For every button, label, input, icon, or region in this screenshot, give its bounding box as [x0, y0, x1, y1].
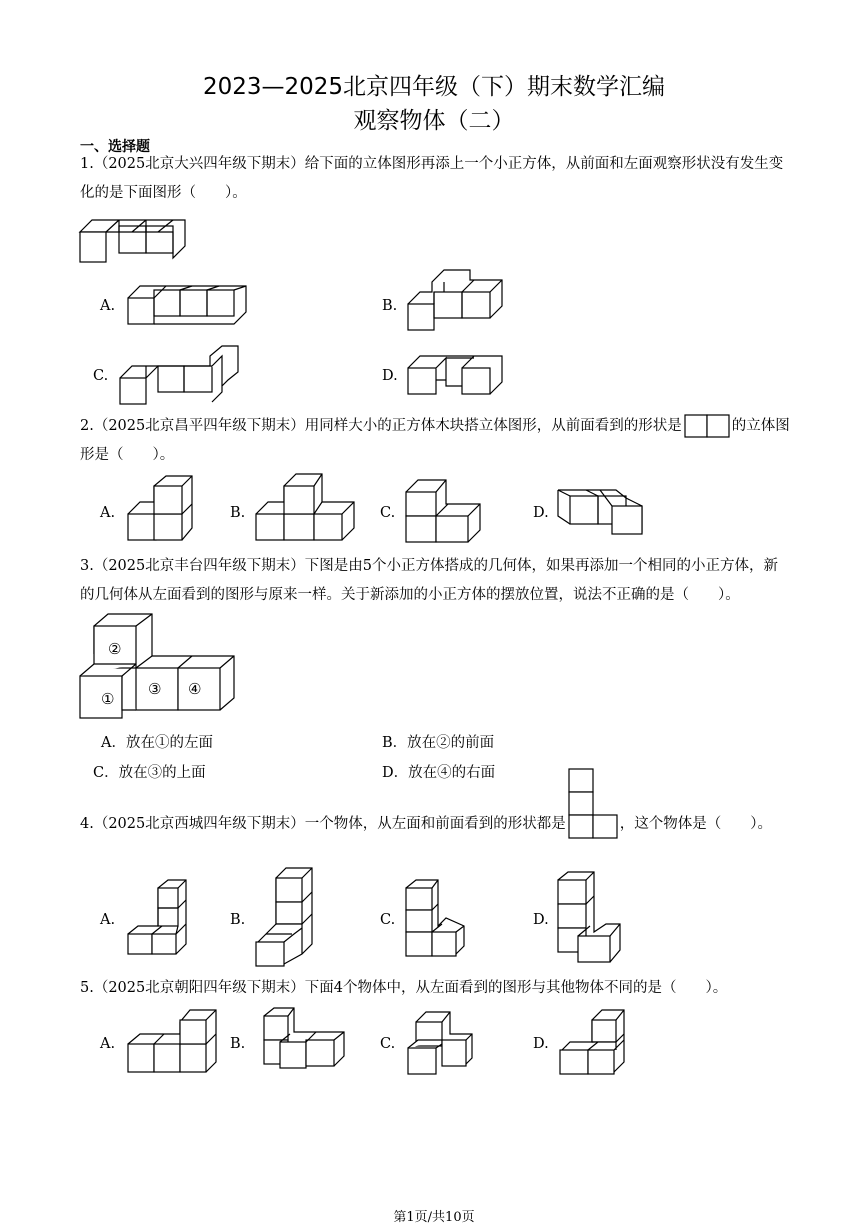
- q5-option-d-label[interactable]: D.: [533, 1036, 549, 1052]
- question-1-text: 1.（2025北京大兴四年级下期末）给下面的立体图形再添上一个小正方体，从前面和左面观察形状没有发生变化的是下面图形（ ）。: [80, 156, 784, 201]
- page-title: 2023—2025北京四年级（下）期末数学汇编: [202, 74, 666, 100]
- question-4-text-part1: 4.（2025北京西城四年级下期末）一个物体，从左面和前面看到的形状都是: [80, 816, 566, 832]
- q1-option-c-label[interactable]: C.: [93, 368, 109, 384]
- cube-label-1: ①: [101, 690, 115, 708]
- question-2-text-part1: 2.（2025北京昌平四年级下期末）用同样大小的正方体木块搭立体图形，从前面看到的形状是: [80, 418, 682, 434]
- q4-option-b-figure[interactable]: [254, 868, 316, 968]
- question-4-view-figure: [568, 768, 618, 840]
- q2-option-b-label[interactable]: B.: [230, 505, 246, 521]
- question-2-text-part2: 的立体图形是（ ）。: [80, 418, 790, 463]
- q4-option-a-label[interactable]: A.: [100, 912, 116, 928]
- q1-option-b-label[interactable]: B.: [382, 298, 398, 314]
- q2-option-d-label[interactable]: D.: [533, 505, 549, 521]
- q2-option-b-figure[interactable]: [254, 478, 358, 544]
- question-3-figure: [78, 614, 238, 722]
- q1-option-d-label[interactable]: D.: [382, 368, 398, 384]
- q2-option-d-figure[interactable]: [556, 484, 646, 538]
- page-subtitle: 观察物体（二）: [353, 108, 515, 134]
- cube-label-2: ②: [108, 640, 122, 658]
- q5-option-b-figure[interactable]: [262, 1006, 348, 1076]
- q3-option-c[interactable]: C．放在③的上面: [93, 765, 206, 781]
- cube-label-3: ③: [148, 680, 162, 698]
- q5-option-d-figure[interactable]: [558, 1008, 628, 1078]
- q5-option-b-label[interactable]: B.: [230, 1036, 246, 1052]
- question-5-text: 5.（2025北京朝阳四年级下期末）下面4个物体中，从左面看到的图形与其他物体不同的是（ ）。: [80, 980, 728, 996]
- question-2-text: [80, 412, 792, 470]
- q4-option-d-label[interactable]: D.: [533, 912, 549, 928]
- q5-option-a-figure[interactable]: [126, 1008, 220, 1076]
- q1-option-a-label[interactable]: A.: [100, 298, 116, 314]
- question-4-text: [80, 810, 792, 839]
- q4-option-b-label[interactable]: B.: [230, 912, 246, 928]
- q4-option-c-figure[interactable]: [404, 878, 468, 960]
- page-number: 第1页/共10页: [393, 1210, 475, 1225]
- q2-option-a-figure[interactable]: [126, 480, 196, 544]
- q3-option-d[interactable]: D．放在④的右面: [382, 765, 496, 781]
- question-4-text-part2: ，这个物体是（ ）。: [619, 816, 772, 832]
- cube-label-4: ④: [188, 680, 202, 698]
- q3-option-a[interactable]: A．放在①的左面: [101, 735, 213, 751]
- q2-option-a-label[interactable]: A.: [100, 505, 116, 521]
- q1-option-b-figure[interactable]: [406, 276, 506, 332]
- q5-option-c-label[interactable]: C.: [380, 1036, 396, 1052]
- question-2-front-view-figure: [684, 414, 730, 438]
- q4-option-c-label[interactable]: C.: [380, 912, 396, 928]
- q1-option-c-figure[interactable]: [118, 344, 244, 406]
- q1-option-d-figure[interactable]: [406, 350, 506, 398]
- q2-option-c-figure[interactable]: [404, 476, 484, 546]
- question-3-text: 3.（2025北京丰台四年级下期末）下图是由5个小正方体搭成的几何体，如果再添加一个相同的小正方体，新的几何体从左面看到的图形与原来一样。关于新添加的小正方体的摆放位置，说法不正确的是（ ）。: [80, 558, 778, 603]
- q5-option-c-figure[interactable]: [406, 1006, 476, 1078]
- question-1-figure: [78, 212, 190, 266]
- q5-option-a-label[interactable]: A.: [100, 1036, 116, 1052]
- q1-option-a-figure[interactable]: [126, 282, 252, 328]
- section-title: 一、选择题: [80, 139, 150, 155]
- q4-option-a-figure[interactable]: [126, 878, 190, 958]
- q2-option-c-label[interactable]: C.: [380, 505, 396, 521]
- q4-option-d-figure[interactable]: [556, 870, 624, 966]
- q3-option-b[interactable]: B．放在②的前面: [382, 735, 495, 751]
